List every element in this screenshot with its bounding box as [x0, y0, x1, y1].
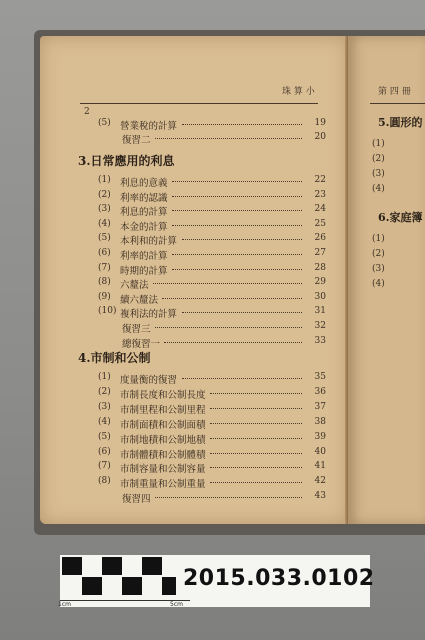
toc-leader-dots	[172, 196, 302, 197]
toc-entry	[98, 306, 326, 321]
toc-entry-page: 25	[314, 218, 326, 229]
toc-entry-title: 度量衡的復習	[120, 375, 178, 386]
toc-leader-dots	[172, 181, 302, 182]
toc-leader-dots	[172, 269, 302, 270]
toc-entry-title: 本利和的計算	[120, 236, 178, 248]
toc-entry-title: 市制體積和公制體積	[120, 449, 206, 461]
toc-entry-title: 複利法的計算	[120, 309, 178, 321]
section-5-item: (3)	[372, 169, 385, 179]
section-6-item: (1)	[372, 234, 385, 244]
toc-entry-title: 本金的計算	[120, 221, 168, 233]
toc-leader-dots	[210, 482, 302, 483]
toc-entry	[98, 292, 326, 304]
toc-leader-dots	[210, 438, 302, 439]
toc-entry-page: 26	[314, 233, 326, 244]
toc-entry-number: (5)	[98, 233, 111, 244]
toc-entry-number: (7)	[98, 461, 111, 472]
toc-entry-number: (1)	[98, 372, 111, 382]
scale-right-label: 5cm	[170, 601, 183, 608]
toc-leader-dots	[172, 210, 302, 211]
toc-entry-number: (5)	[98, 118, 111, 128]
toc-entry-page: 28	[314, 262, 326, 273]
toc-leader-dots	[182, 239, 302, 240]
toc-entry	[98, 476, 326, 491]
toc-entry-page: 42	[314, 476, 326, 487]
toc-entry-title: 復習四	[122, 494, 151, 506]
toc-entry	[98, 263, 326, 275]
toc-entry-number: (10)	[98, 306, 117, 317]
toc-entry-page: 20	[314, 132, 326, 142]
toc-entry	[98, 204, 326, 219]
toc-entry	[98, 233, 326, 248]
toc-entry-title: 市制長度和公制長度	[120, 389, 206, 401]
toc-leader-dots	[182, 312, 302, 313]
toc-entry-page: 29	[314, 277, 326, 288]
section-4-heading: 4.市制和公制	[78, 351, 151, 365]
left-page-number: 2	[84, 107, 90, 117]
toc-entry	[98, 248, 326, 260]
toc-entry-number: (5)	[98, 431, 111, 442]
section-5-item: (2)	[372, 154, 385, 164]
toc-entry	[98, 336, 326, 348]
toc-entry-number: (7)	[98, 262, 111, 273]
toc-entry-title: 利率的認識	[120, 192, 168, 204]
toc-entry-page: 24	[314, 204, 326, 215]
toc-entry-page: 22	[314, 175, 326, 185]
toc-entry-number: (4)	[98, 218, 111, 229]
toc-leader-dots	[210, 453, 302, 454]
toc-entry-number: (3)	[98, 401, 111, 412]
toc-entry	[98, 321, 326, 333]
toc-entry-page: 41	[314, 461, 326, 472]
toc-leader-dots	[172, 254, 302, 255]
toc-entry	[98, 387, 326, 399]
toc-entry-page: 27	[314, 248, 326, 258]
toc-entry-title: 六釐法	[120, 280, 149, 292]
toc-entry-title: 利息的意義	[120, 178, 168, 189]
toc-entry-number: (6)	[98, 446, 111, 457]
section-6-heading: 6.家庭簿	[378, 211, 423, 224]
toc-entry	[98, 190, 326, 202]
toc-leader-dots	[182, 124, 302, 125]
toc-entry-page: 30	[314, 291, 326, 302]
toc-entry-page: 37	[314, 401, 326, 412]
section-6-item: (3)	[372, 264, 385, 274]
toc-entry	[98, 461, 326, 476]
right-running-title: 第 四 冊	[378, 87, 411, 97]
toc-entry-title: 復習三	[122, 324, 151, 335]
toc-entry	[98, 219, 326, 231]
toc-leader-dots	[155, 138, 302, 139]
toc-leader-dots	[182, 378, 302, 379]
toc-leader-dots	[153, 283, 302, 284]
toc-entry-page: 39	[314, 431, 326, 442]
toc-entry-page: 31	[314, 306, 326, 317]
toc-entry	[98, 491, 326, 506]
section-3-heading: 3.日常應用的利息	[78, 154, 175, 168]
toc-entry	[98, 372, 326, 384]
toc-leader-dots	[155, 497, 302, 498]
toc-leader-dots	[210, 408, 302, 409]
toc-entry-title: 市制重量和公制重量	[120, 479, 206, 491]
toc-entry	[98, 175, 326, 187]
toc-leader-dots	[210, 467, 302, 468]
scale-left-label: 1cm	[58, 601, 71, 608]
toc-entry-title: 市制面積和公制面積	[120, 419, 206, 431]
toc-entry-title: 總復習一	[122, 338, 161, 350]
right-header-rule	[370, 103, 425, 104]
toc-entry-title: 利率的計算	[120, 251, 168, 262]
toc-leader-dots	[210, 423, 302, 424]
toc-entry	[98, 132, 326, 144]
toc-entry-title: 利息的計算	[120, 207, 168, 219]
toc-entry-number: (3)	[98, 204, 111, 215]
toc-entry-title: 市制地積和公制地積	[120, 434, 206, 446]
toc-entry	[98, 447, 326, 459]
section-5-item: (4)	[372, 184, 385, 194]
toc-leader-dots	[155, 327, 302, 328]
toc-entry-title: 市制容量和公制容量	[120, 464, 206, 476]
toc-entry	[98, 417, 326, 429]
toc-entry-title: 續六釐法	[120, 294, 159, 306]
toc-entry-number: (6)	[98, 248, 111, 258]
toc-entry-page: 43	[314, 491, 326, 502]
section-6-item: (2)	[372, 249, 385, 259]
toc-entry-number: (2)	[98, 386, 111, 397]
toc-entry-page: 35	[314, 372, 326, 382]
right-page	[348, 36, 425, 524]
toc-entry-number: (9)	[98, 291, 111, 302]
toc-leader-dots	[162, 298, 302, 299]
left-running-title: 珠 算 小	[282, 87, 315, 97]
toc-leader-dots	[164, 342, 302, 343]
toc-leader-dots	[210, 393, 302, 394]
toc-entry-page: 23	[314, 189, 326, 200]
toc-entry-page: 38	[314, 416, 326, 427]
toc-entry-title: 營業稅的計算	[120, 121, 178, 132]
toc-entry-number: (8)	[98, 277, 111, 288]
toc-entry-page: 36	[314, 386, 326, 397]
toc-entry	[98, 277, 326, 292]
section-5-heading: 5.圓形的	[378, 116, 423, 129]
toc-leader-dots	[172, 225, 302, 226]
toc-entry-page: 32	[314, 321, 326, 331]
toc-entry-title: 復習二	[122, 135, 151, 146]
toc-entry	[98, 402, 326, 414]
section-6-item: (4)	[372, 279, 385, 289]
toc-entry-title: 市制里程和公制里程	[120, 404, 206, 416]
toc-entry-number: (2)	[98, 189, 111, 200]
catalog-number: 2015.033.0102	[183, 566, 375, 591]
toc-entry-number: (1)	[98, 175, 111, 185]
toc-entry-number: (8)	[98, 476, 111, 487]
toc-entry	[98, 118, 326, 130]
toc-entry	[98, 432, 326, 444]
section-5-item: (1)	[372, 139, 385, 149]
toc-entry-title: 時期的計算	[120, 265, 168, 277]
toc-entry-page: 40	[314, 446, 326, 457]
toc-entry-page: 33	[314, 335, 326, 346]
toc-entry-page: 19	[314, 118, 326, 128]
header-rule	[80, 103, 318, 104]
toc-entry-number: (4)	[98, 416, 111, 427]
